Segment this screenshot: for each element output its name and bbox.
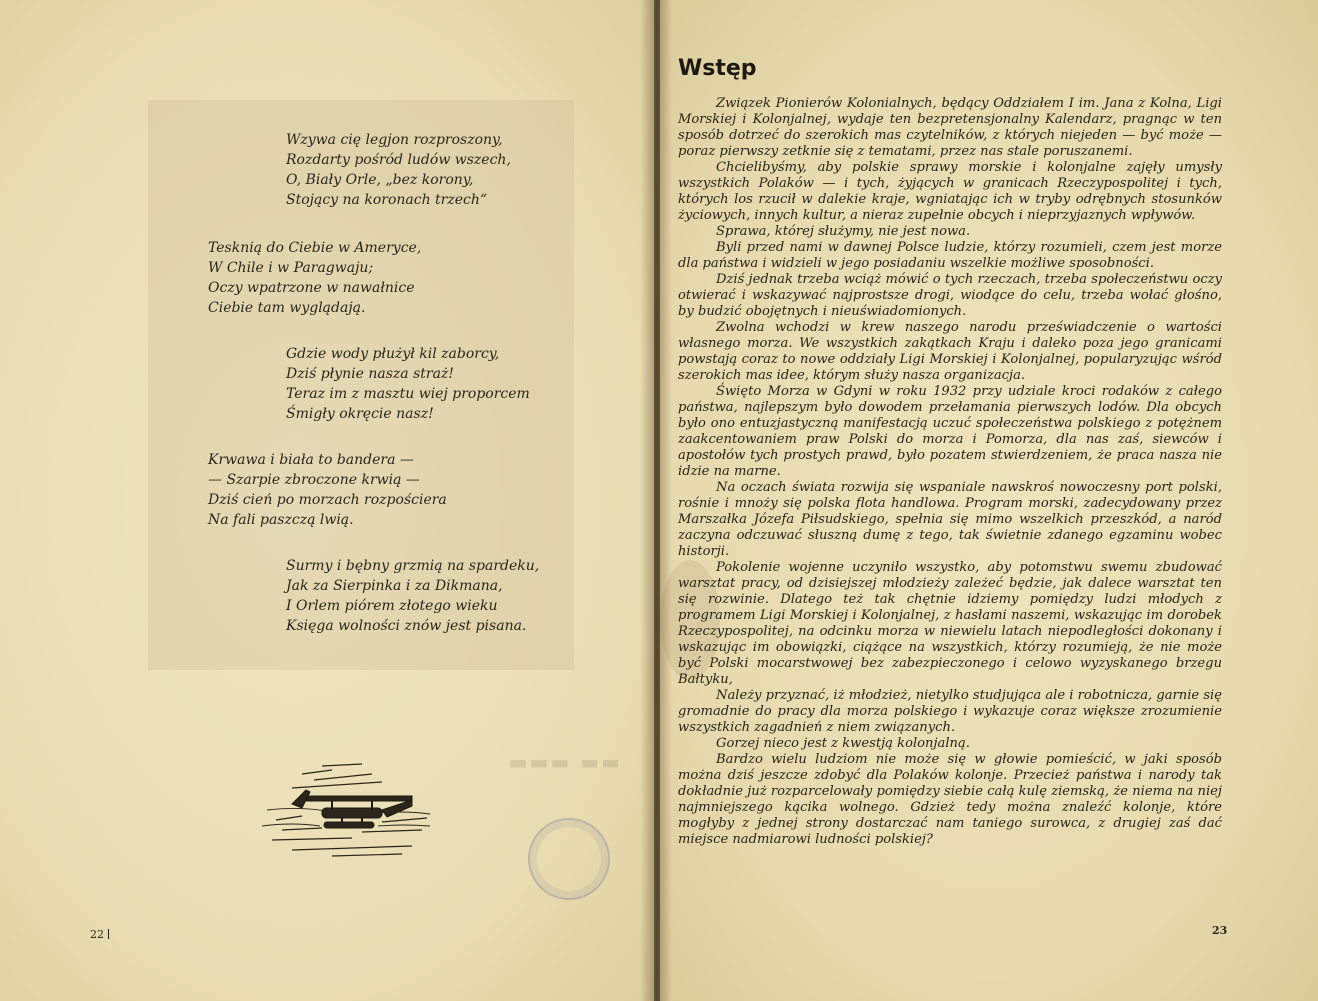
paragraph: Na oczach świata rozwija się wspaniale nawskroś nowoczesny port polski, rośnie i mnoży się polska flota handlowa. Program morski, zadecydowany przez Marszałka Józefa Piłsudskiego, spełnia się mimo wszelkich przeszkód, a naród zaczyna odczuwać słuszną dumę z tego, tak świetnie zdanego egzaminu wobec historji. bbox=[678, 480, 1222, 559]
poem-line: Dziś płynie nasza straż! bbox=[286, 366, 454, 382]
seaplane-illustration-icon bbox=[262, 760, 432, 860]
poem-line: W Chile i w Paragwaju; bbox=[208, 260, 374, 276]
paragraph: Zwolna wchodzi w krew naszego narodu przeświadczenie o wartości własnego morza. We wszystkich zakątkach Kraju i daleko poza jego granicami powstają coraz to nowe oddziały Ligi Morskiej i Kolonjalnej, popularyzując wśród szerokich mas idee, którym służy nasza organizacja. bbox=[678, 320, 1222, 383]
poem-line: — Szarpie zbroczone krwią — bbox=[208, 472, 420, 488]
paragraph: Gorzej nieco jest z kwestją kolonjalną. bbox=[716, 736, 970, 751]
page-number-right: 23 bbox=[1212, 924, 1228, 937]
paragraph: Związek Pionierów Kolonialnych, będący Oddziałem I im. Jana z Kolna, Ligi Morskiej i Kolonjalnej, wydaje ten bezpretensjonalny Kalendarz, pragnąc w ten sposób dotrzeć do szerokich mas czytelników, z których niejeden — być może — poraz pierwszy zetknie się z tematami, przez nas stale poruszanemi. bbox=[678, 96, 1222, 159]
poem-stanza-3 bbox=[286, 344, 530, 424]
paragraph: Święto Morza w Gdyni w roku 1932 przy udziale kroci rodaków z całego państwa, najlepszym było dowodem przełamania pierwszych lodów. Dla obcych było ono entuzjastyczną manifestacją uczuć społeczeństwa polskiego z potężnem zaakcentowaniem praw Polski do morza i Pomorza, dla nas zaś, siewców i apostołów tych prostych prawd, było pozatem stwierdzeniem, że praca nasza nie idzie na marne. bbox=[678, 384, 1222, 479]
poem-stanza-4 bbox=[208, 450, 447, 530]
poem-line: Surmy i bębny grzmią na spardeku, bbox=[286, 558, 540, 574]
paragraph: Należy przyznać, iż młodzież, nietylko studjująca ale i robotnicza, garnie się gromadnie do pracy dla morza polskiego i wykazuje coraz większe zrozumienie wszystkich zagadnień z niem związanych. bbox=[678, 688, 1222, 735]
poem-line: Ciebie tam wyglądają. bbox=[208, 300, 366, 316]
poem-line: Na fali paszczą lwią. bbox=[208, 512, 354, 528]
page-number-left: 22 bbox=[90, 928, 104, 941]
paragraph: Bardzo wielu ludziom nie może się w głowie pomieścić, w jaki sposób można dziś jeszcze zdobyć dla Polaków kolonje. Przecież państwa i narody tak dokładnie już rozparcelowały pomiędzy siebie całą kulę ziemską, że niema na niej najmniejszego kącika wolnego. Gdzież tedy można znaleźć kolonje, które mogłyby z jednej strony dostarczać nam taniego surowca, z drugiej zaś dać miejsce nadmiarowi ludności polskiej? bbox=[678, 752, 1222, 847]
poem-line: Krwawa i biała to bandera — bbox=[208, 452, 414, 468]
book-gutter bbox=[640, 0, 672, 1001]
poem-line: O, Biały Orle, „bez korony, bbox=[286, 172, 474, 188]
paragraph: Pokolenie wojenne uczyniło wszystko, aby potomstwu swemu zbudować warsztat pracy, od dzisiejszej młodzieży zależeć będzie, jak dalece warsztat ten się rozwinie. Dlatego też tak chętnie idziemy pomiędzy ludzi młodych z programem Ligi Morskiej i Kolonjalnej, z hasłami naszemi, wskazując im dorobek Rzeczypospolitej, na odcinku morza w niewielu latach niepodległości dokonany i wskazując im obowiązki, ciążące na wszystkich, którzy rozumieją, że nie może być Polski mocarstwowej bez zabezpieczonego i celowo wyzyskanego brzegu Bałtyku, bbox=[678, 560, 1222, 687]
library-stamp-icon bbox=[528, 818, 610, 900]
poem-stanza-2 bbox=[208, 238, 421, 318]
poem-line: Tesknią do Ciebie w Ameryce, bbox=[208, 240, 422, 256]
poem-line: I Orlem piórem złotego wieku bbox=[286, 598, 498, 614]
paragraph: Dziś jednak trzeba wciąż mówić o tych rzeczach, trzeba społeczeństwu oczy otwierać i wskazywać najprostsze drogi, wiodące do celu, trzeba wołać głośno, by budzić obojętnych i nieuświadomionych. bbox=[678, 272, 1222, 319]
poem-line: Wzywa cię legjon rozproszony, bbox=[286, 132, 503, 148]
section-heading: Wstęp bbox=[678, 56, 757, 81]
poem-line: Księga wolności znów jest pisana. bbox=[286, 618, 527, 634]
poem-line: Dziś cień po morzach rozpościera bbox=[208, 492, 447, 508]
poem-line: Stojący na koronach trzech“ bbox=[286, 192, 488, 208]
poem-line: Teraz im z masztu wiej proporcem bbox=[286, 386, 530, 402]
poem-line: Śmigły okręcie nasz! bbox=[286, 406, 434, 422]
show-through-text: ▬▬ ▬▬▬ bbox=[506, 750, 620, 774]
poem-stanza-5 bbox=[286, 556, 539, 636]
poem-line: Rozdarty pośród ludów wszech, bbox=[286, 152, 511, 168]
paragraph: Byli przed nami w dawnej Polsce ludzie, którzy rozumieli, czem jest morze dla państwa i widzieli w jego posiadaniu wszelkie możliwe sposobności. bbox=[678, 240, 1222, 271]
poem-line: Jak za Sierpinka i za Dikmana, bbox=[286, 578, 503, 594]
poem-stanza-1 bbox=[286, 130, 511, 210]
poem-line: Oczy wpatrzone w nawałnice bbox=[208, 280, 415, 296]
paragraph: Sprawa, której służymy, nie jest nowa. bbox=[716, 224, 971, 239]
paragraph: Chcielibyśmy, aby polskie sprawy morskie i kolonjalne zajęły umysły wszystkich Polaków — i tych, żyjących w granicach Rzeczypospolitej i tych, których los rzucił w dalekie kraje, wgniatając ich w tryby odrębnych stosunków życiowych, innych kultur, a nieraz zupełnie obcych i nieprzyjaznych wpływów. bbox=[678, 160, 1222, 223]
poem-line: Gdzie wody płużył kil zaborcy, bbox=[286, 346, 500, 362]
intro-text bbox=[678, 96, 1222, 848]
